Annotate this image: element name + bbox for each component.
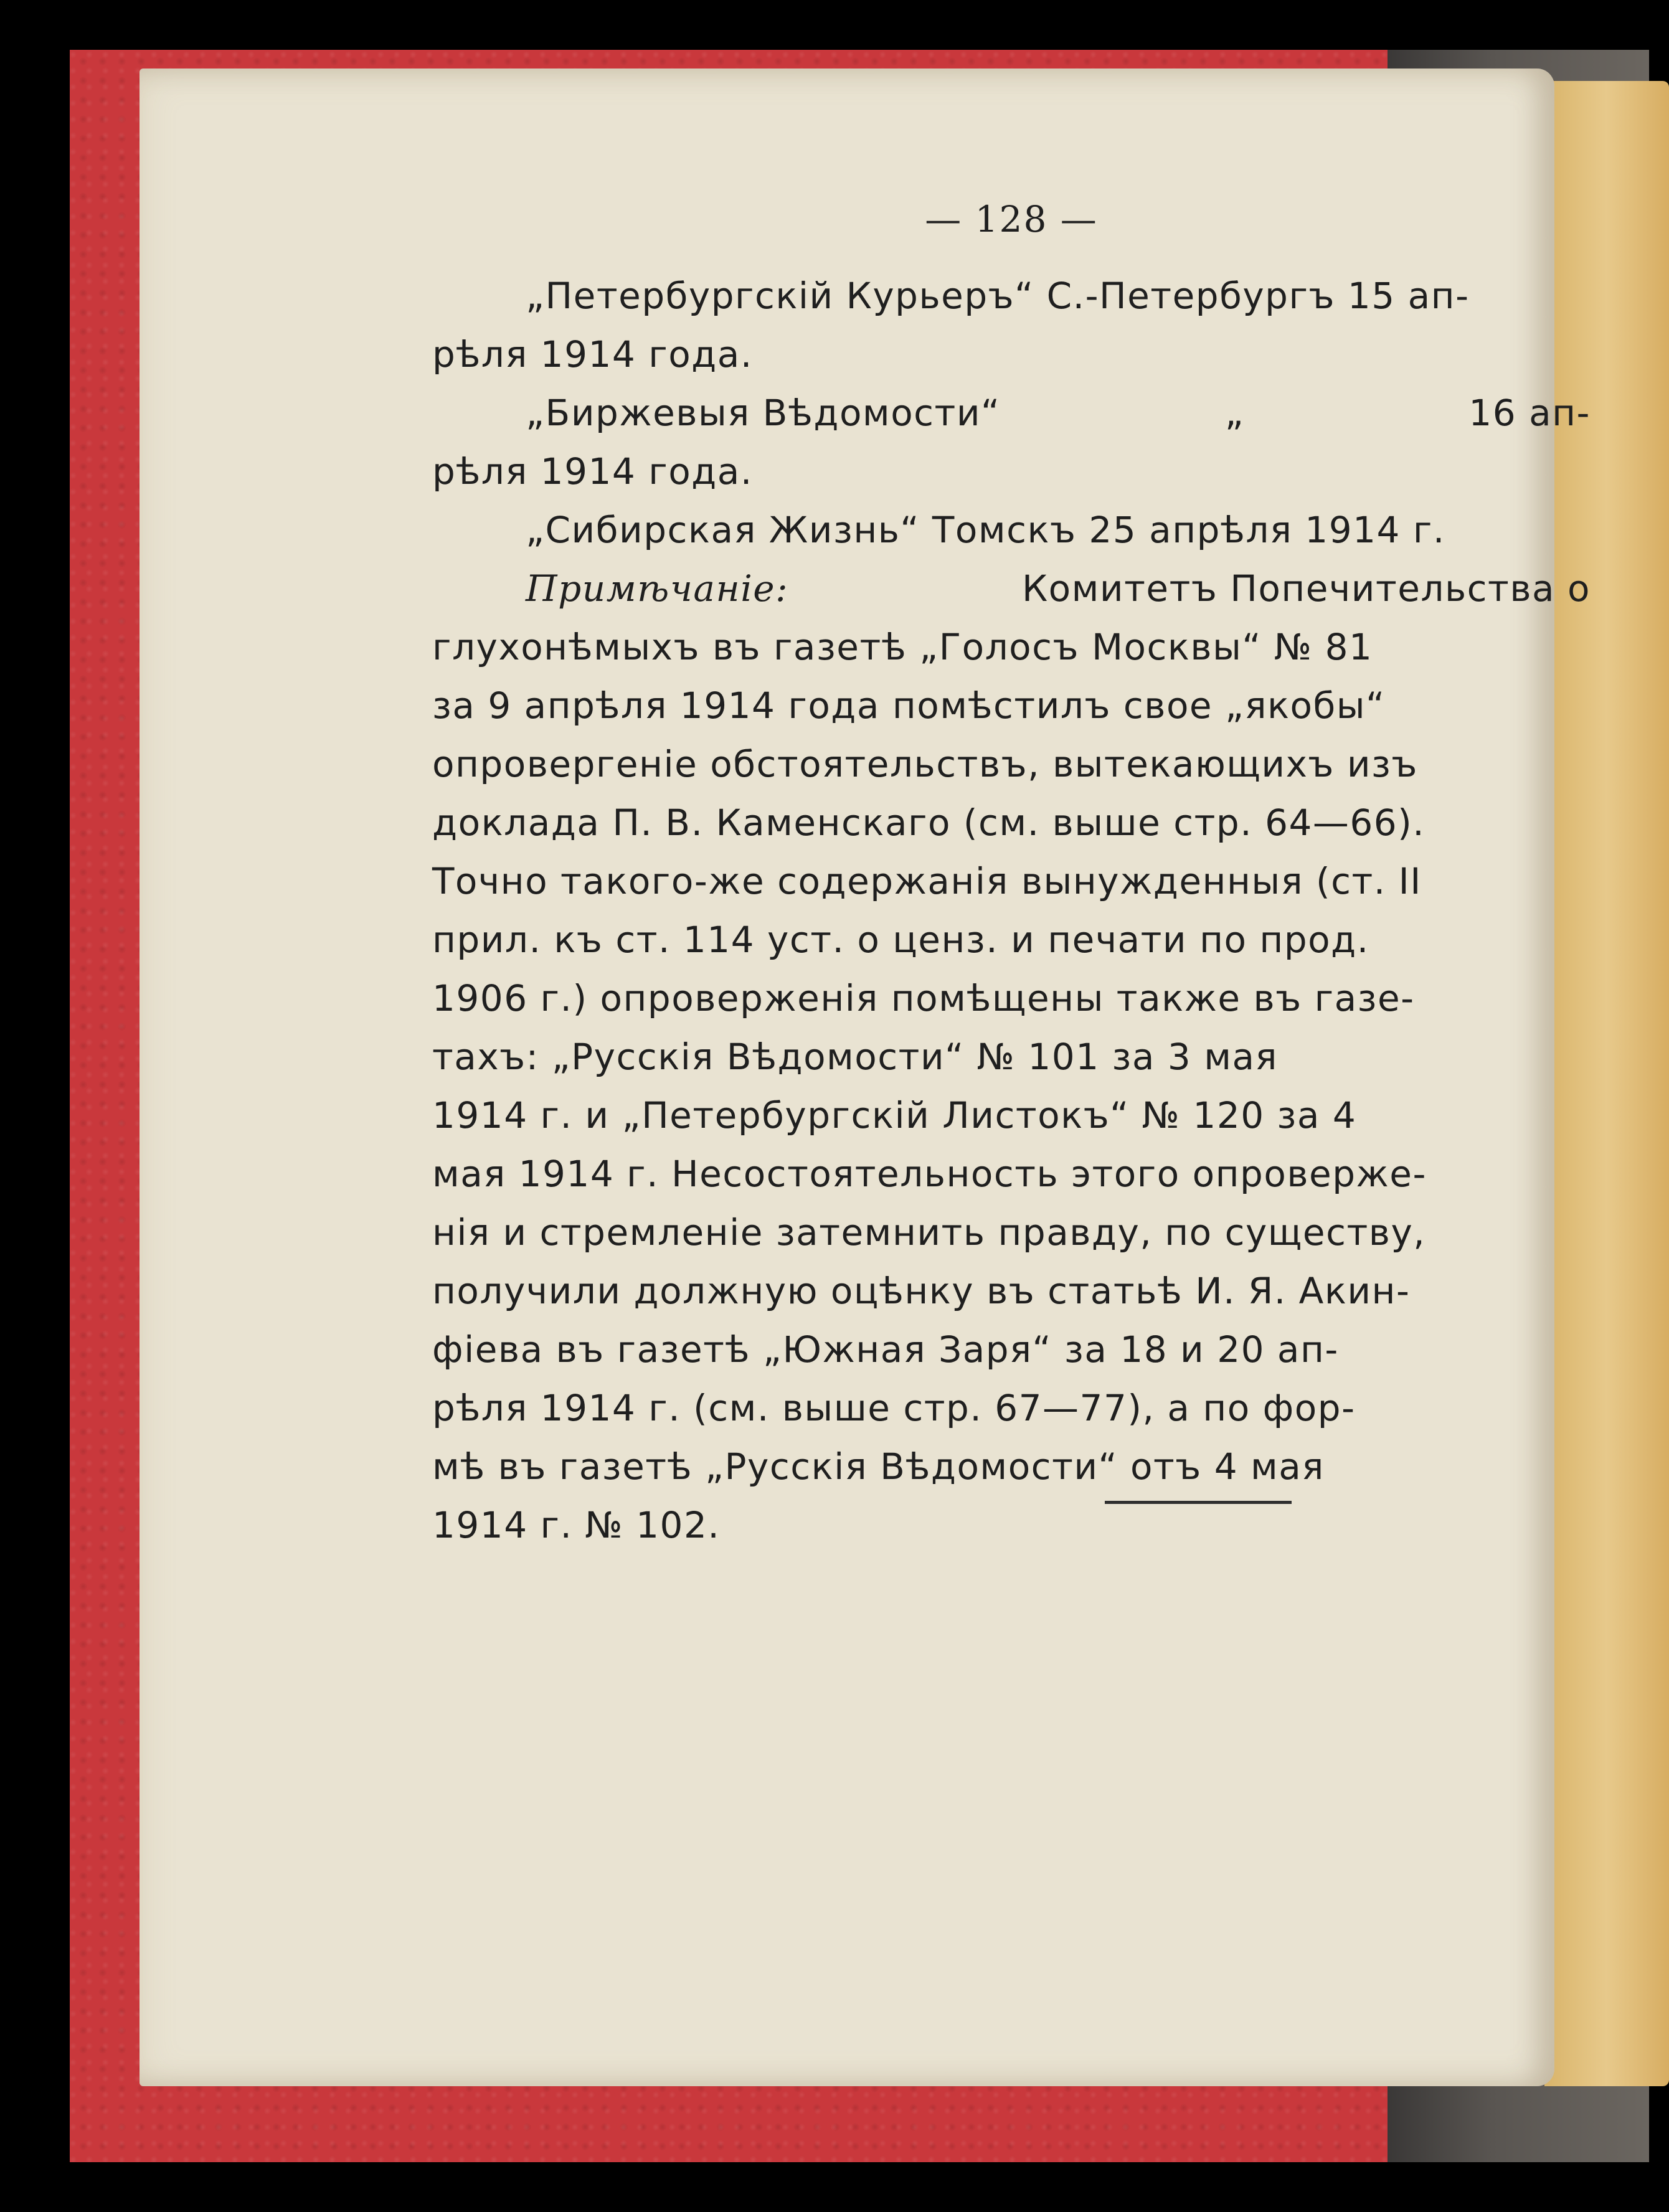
- note-line: [432, 1203, 1591, 1262]
- note-first-line: [432, 559, 1591, 618]
- note-line: [432, 852, 1591, 910]
- note-line-text: 1914 г. и „Петербургскій Листокъ“ № 120 за 4: [432, 1094, 1357, 1137]
- line-text: „Сибирская Жизнь“ Томскъ 25 апрѣля 1914 г.: [526, 509, 1445, 551]
- note-line-text: фіева въ газетѣ „Южная Заря“ за 18 и 20 ап-: [432, 1328, 1339, 1371]
- note-line: [432, 735, 1591, 793]
- note-label: Примѣчаніе:: [526, 567, 789, 610]
- text-line: [432, 384, 1591, 442]
- note-line: [432, 1028, 1591, 1086]
- note-line: [432, 1379, 1591, 1437]
- note-line: [432, 618, 1591, 676]
- note-line: [432, 1496, 1591, 1554]
- line-text: рѣля 1914 года.: [432, 333, 753, 376]
- note-line-text: 1906 г.) опроверженія помѣщены также въ газе-: [432, 977, 1415, 1019]
- note-line-text: Точно такого-же содержанія вынужденныя (ст. II: [432, 860, 1422, 902]
- note-line-text: доклада П. В. Каменскаго (см. выше стр. 64—66).: [432, 801, 1426, 844]
- text-line: [432, 501, 1591, 559]
- note-line: [432, 1145, 1591, 1203]
- line-text: „Биржевыя Вѣдомости“: [526, 392, 1001, 434]
- note-line-text: мая 1914 г. Несостоятельность этого опроверже-: [432, 1153, 1427, 1195]
- note-line: [432, 676, 1591, 735]
- note-line-text: глухонѣмыхъ въ газетѣ „Голосъ Москвы“ № 81: [432, 626, 1373, 668]
- note-line: [432, 793, 1591, 852]
- note-line: [432, 1262, 1591, 1320]
- note-line-text: мѣ въ газетѣ „Русскія Вѣдомости“ отъ 4 мая: [432, 1445, 1325, 1488]
- note-line-text: рѣля 1914 г. (см. выше стр. 67—77), а по фор-: [432, 1387, 1356, 1429]
- text-line: [432, 442, 1591, 501]
- note-line: [432, 1320, 1591, 1379]
- note-line-text: тахъ: „Русскія Вѣдомости“ № 101 за 3 мая: [432, 1036, 1278, 1078]
- note-line-text: за 9 апрѣля 1914 года помѣстилъ свое „якобы“: [432, 684, 1386, 727]
- note-line: [432, 1437, 1591, 1496]
- text-block: [432, 267, 1591, 1554]
- line-text: „Петербургскій Курьеръ“ С.-Петербургъ 15 ап-: [526, 275, 1470, 317]
- note-first-line-text: Комитетъ Попечительства о: [1022, 567, 1591, 610]
- note-line-text: прил. къ ст. 114 уст. о ценз. и печати по прод.: [432, 919, 1369, 961]
- text-line: [432, 325, 1591, 384]
- note-line: [432, 910, 1591, 969]
- note-line-text: нія и стремленіе затемнить правду, по существу,: [432, 1211, 1426, 1254]
- section-divider-rule: [1105, 1501, 1292, 1504]
- line-text: рѣля 1914 года.: [432, 450, 753, 493]
- line-text-end: 16 ап-: [1468, 392, 1591, 434]
- page-number: — 128 —: [925, 198, 1098, 240]
- note-line-text: получили должную оцѣнку въ статьѣ И. Я. Акин-: [432, 1270, 1411, 1312]
- note-line: [432, 969, 1591, 1028]
- note-line-text: опровергеніе обстоятельствъ, вытекающихъ изъ: [432, 743, 1418, 785]
- text-line: [432, 267, 1591, 325]
- ditto-mark: „: [1224, 392, 1245, 434]
- note-line: [432, 1086, 1591, 1145]
- note-line-text: 1914 г. № 102.: [432, 1504, 721, 1546]
- book-page: [139, 69, 1591, 2086]
